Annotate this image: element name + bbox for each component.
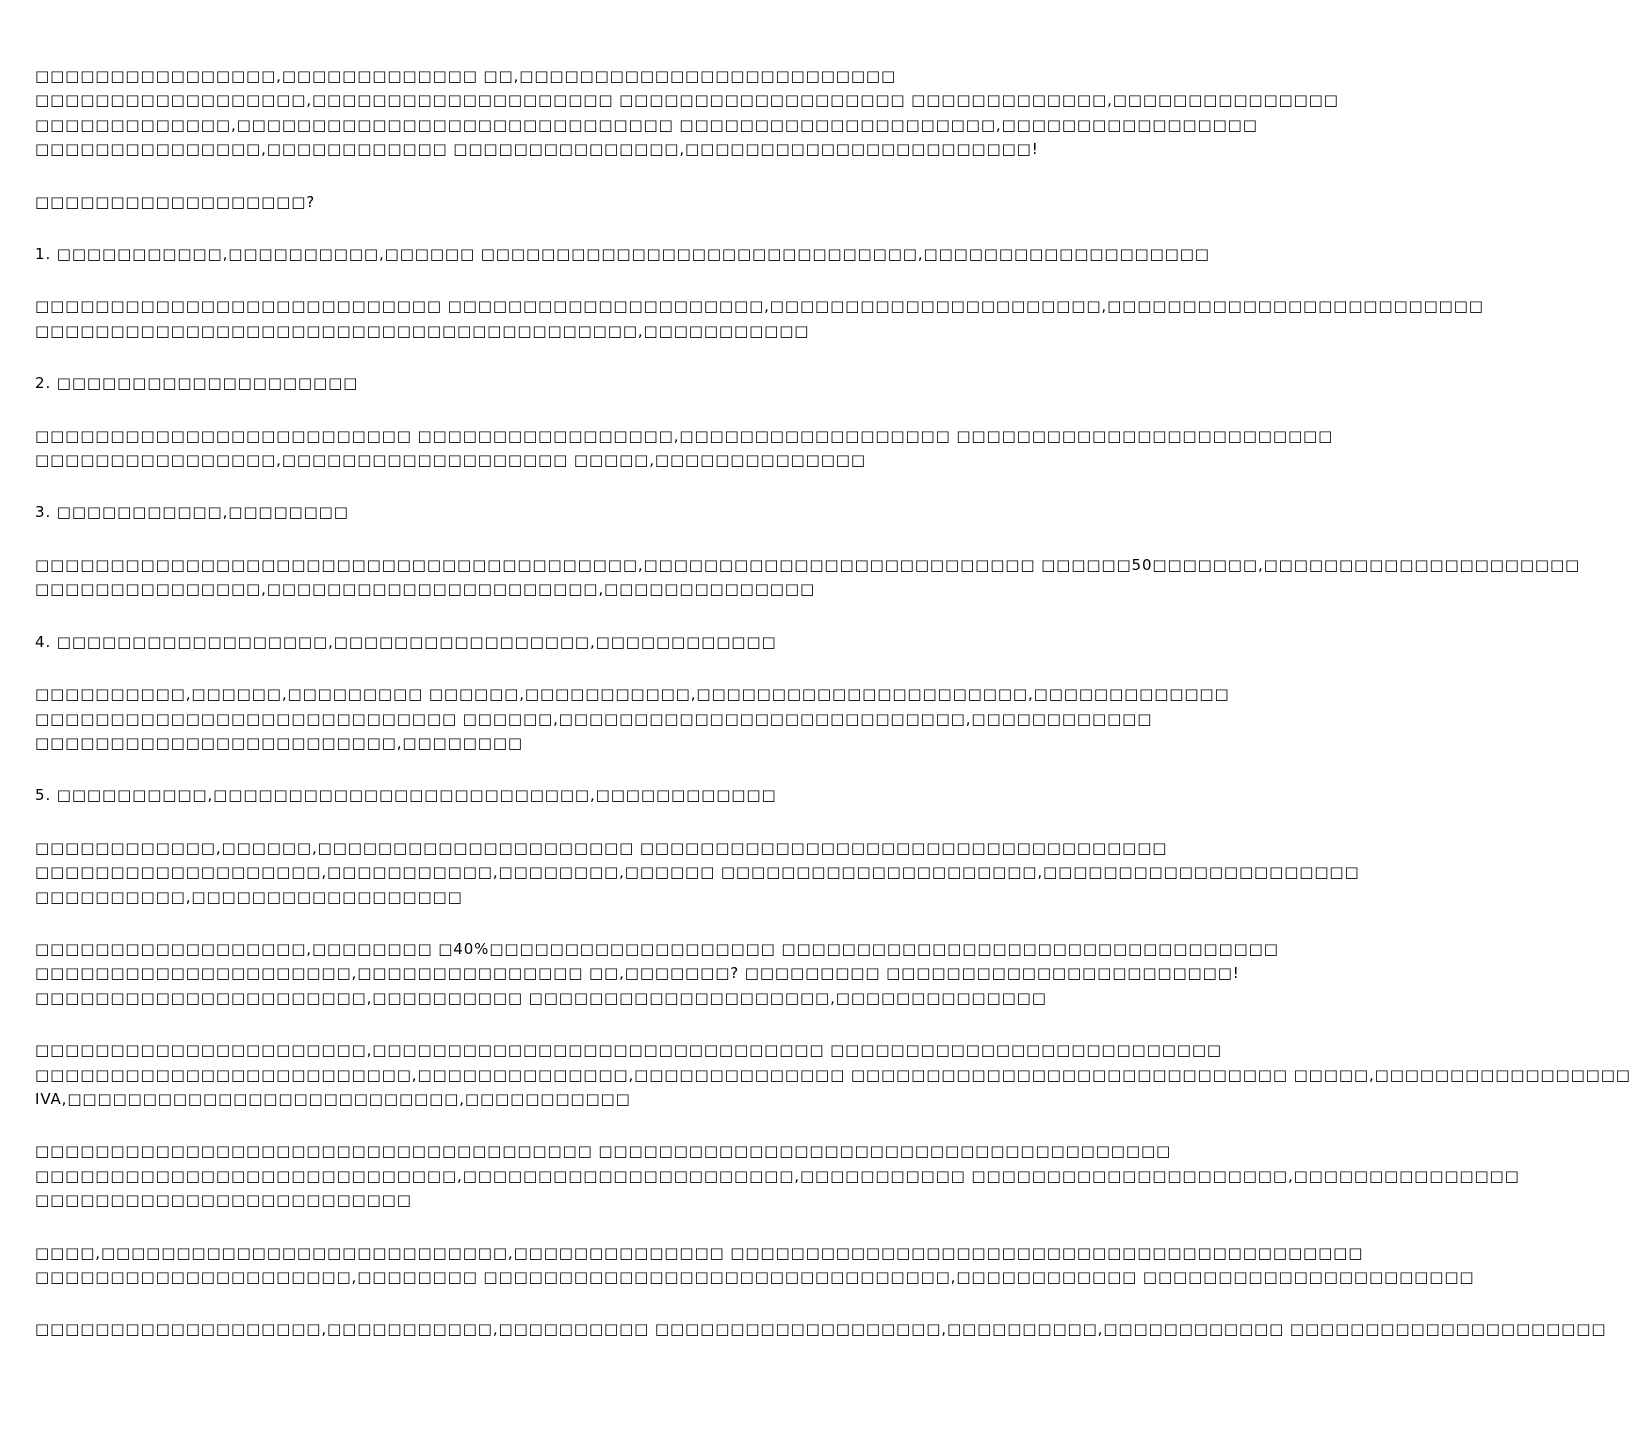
- text-line: □□□□□□□□□□□□□□□□□□□□□□,□□□□□□□□□□□□□□□□□□□□□□□□□□□□□□ □□□□□□□□□□□□□□□□□□□□□□□□□□: [35, 1041, 1222, 1060]
- text-line: □□□□□□□□□□□□□□□□□□□□□,□□□□□□□□□□□□□□□ □□,□□□□□□□? □□□□□□□□□ □□□□□□□□□□□□□□□□□□□□□□□!: [35, 964, 1240, 983]
- text-line: □□□□□□□□□□□□□□□□,□□□□□□□□□□□□□ □□,□□□□□□□□□□□□□□□□□□□□□□□□□: [35, 67, 897, 85]
- text-line: □□□□□□□□□□□□□□□□□□□□□□□□□□□□□□□□□□□□□□□□,□□□□□□□□□□□: [35, 321, 810, 340]
- text-line: 4. □□□□□□□□□□□□□□□□□□,□□□□□□□□□□□□□□□□□,□□□□□□□□□□□□: [35, 632, 777, 651]
- text-line: □□□□□□□□□□□□□□□□□□,□□□□□□□□□□□□□□□□□□□□ □□□□□□□□□□□□□□□□□□□ □□□□□□□□□□□□□,□□□□□□□□□□□□□□□: [35, 91, 1339, 110]
- text-line: □□□□□□□□□□□□□□□□□□□□□□□□□□□□□□□□□□□□□□□□,□□□□□□□□□□□□□□□□□□□□□□□□□□ □□□□□□50□□□□□□□,□□□□□□□□□□□□□□□□□□□□□: [35, 555, 1581, 574]
- text-line: □□□□□□□□□□□□□□□□□□□□□□□□□ □□□□□□□□□□□□□□□□□,□□□□□□□□□□□□□□□□□□ □□□□□□□□□□□□□□□□□□□□□□□□□: [35, 426, 1334, 445]
- text-line: 2. □□□□□□□□□□□□□□□□□□□□: [35, 374, 359, 393]
- body-paragraph: [35, 1241, 1475, 1290]
- text-line: 3. □□□□□□□□□□□,□□□□□□□□: [35, 503, 349, 522]
- section-heading: [35, 242, 1210, 266]
- text-line: IVA,□□□□□□□□□□□□□□□□□□□□□□□□□□,□□□□□□□□□□□: [35, 1089, 631, 1108]
- text-line: □□□□□□□□□□□□□□□,□□□□□□□□□□□□ □□□□□□□□□□□□□□□,□□□□□□□□□□□□□□□□□□□□□□□!: [35, 140, 1039, 159]
- body-paragraph: [35, 1139, 1520, 1212]
- section-heading: [35, 500, 964, 524]
- body-paragraph: [35, 294, 1484, 343]
- body-paragraph: [35, 553, 1581, 602]
- text-line: □□□□□□□□□□□□□□□□,□□□□□□□□□□□□□□□□□□□ □□□□□,□□□□□□□□□□□□□□: [35, 451, 866, 470]
- text-line: 5. □□□□□□□□□□,□□□□□□□□□□□□□□□□□□□□□□□□□,□□□□□□□□□□□□: [35, 786, 777, 805]
- body-paragraph: [35, 937, 1279, 1010]
- text-line: □□□□□□□□□□□□□□□□□□□□□□□□□□□□□□□□□□□□□ □□□□□□□□□□□□□□□□□□□□□□□□□□□□□□□□□□□□□□: [35, 1142, 1172, 1161]
- text-line: 1. □□□□□□□□□□□,□□□□□□□□□□,□□□□□□ □□□□□□□□□□□□□□□□□□□□□□□□□□□□□,□□□□□□□□□□□□□□□□□□□: [35, 245, 1210, 264]
- body-paragraph: [35, 424, 1334, 473]
- text-line: □□□□□□□□□□,□□□□□□,□□□□□□□□□ □□□□□□,□□□□□□□□□□□,□□□□□□□□□□□□□□□□□□□□□□,□□□□□□□□□□□□□: [35, 685, 1230, 704]
- body-paragraph: [35, 1317, 1607, 1341]
- body-paragraph: [35, 64, 1339, 162]
- text-line: □□□□□□□□□□□□□□□□□□□□□□□□□: [35, 1191, 412, 1210]
- text-line: □□□□□□□□□□□□□□□□□□□□□□□□,□□□□□□□□: [35, 733, 523, 752]
- text-line: □□□□□□□□□□□□□,□□□□□□□□□□□□□□□□□□□□□□□□□□□□□ □□□□□□□□□□□□□□□□□□□□□,□□□□□□□□□□□□□□□□□: [35, 115, 1258, 134]
- section-heading: [35, 190, 964, 214]
- text-line: □□□□□□□□□□□□□□□,□□□□□□□□□□□□□□□□□□□□□□,□□□□□□□□□□□□□□: [35, 580, 816, 599]
- text-line: □□□□□□□□□□□□□□□□□□□□□□□□□□□□,□□□□□□□□□□□□□□□□□□□□□□,□□□□□□□□□□□ □□□□□□□□□□□□□□□□□□□□□,□□□□□□□□□□□□□□□: [35, 1166, 1520, 1185]
- text-line: □□□□□□□□□□□□□□□□□□□□□□□□□,□□□□□□□□□□□□□□,□□□□□□□□□□□□□□ □□□□□□□□□□□□□□□□□□□□□□□□□□□□□ □□□□□,□□□□□□□□□□□□□□□□□: [35, 1065, 1631, 1084]
- text-line: □□□□,□□□□□□□□□□□□□□□□□□□□□□□□□□□,□□□□□□□□□□□□□□ □□□□□□□□□□□□□□□□□□□□□□□□□□□□□□□□□□□□□□□□□□: [35, 1243, 1364, 1262]
- text-line: □□□□□□□□□□□□□□□□□□□□□□,□□□□□□□□□□ □□□□□□□□□□□□□□□□□□□□,□□□□□□□□□□□□□□: [35, 988, 1047, 1007]
- body-paragraph: [35, 682, 1230, 755]
- section-heading: [35, 783, 964, 807]
- text-line: □□□□□□□□□□□□□□□□□□□,□□□□□□□□□□□,□□□□□□□□□□ □□□□□□□□□□□□□□□□□□□,□□□□□□□□□□,□□□□□□□□□□□□ □□□□□□□□□□□□□□□□□□□□□: [35, 1320, 1607, 1339]
- body-paragraph: [35, 1038, 1631, 1111]
- text-line: □□□□□□□□□□□□□□□□□□□□□□□□□□□□ □□□□□□,□□□□□□□□□□□□□□□□□□□□□□□□□□□,□□□□□□□□□□□□: [35, 709, 1153, 728]
- text-line: □□□□□□□□□□□□□□□□□□□□□,□□□□□□□□ □□□□□□□□□□□□□□□□□□□□□□□□□□□□□□□,□□□□□□□□□□□□ □□□□□□□□□□□□□□□□□□□□□□: [35, 1268, 1475, 1286]
- text-line: □□□□□□□□□□□□□□□□□□□□□□□□□□□ □□□□□□□□□□□□□□□□□□□□□,□□□□□□□□□□□□□□□□□□□□□□,□□□□□□□□□□□□□□□□□□□□□□□□□: [35, 297, 1484, 316]
- text-line: □□□□□□□□□□□□,□□□□□□,□□□□□□□□□□□□□□□□□□□□□ □□□□□□□□□□□□□□□□□□□□□□□□□□□□□□□□□□□: [35, 838, 1168, 857]
- text-line: □□□□□□□□□□□□□□□□□□,□□□□□□□□ □40%□□□□□□□□□□□□□□□□□□□ □□□□□□□□□□□□□□□□□□□□□□□□□□□□□□□□□: [35, 939, 1279, 958]
- text-line: □□□□□□□□□□,□□□□□□□□□□□□□□□□□□: [35, 887, 463, 906]
- body-paragraph: [35, 836, 1360, 909]
- section-heading: [35, 371, 964, 395]
- text-line: □□□□□□□□□□□□□□□□□□□,□□□□□□□□□□□,□□□□□□□□,□□□□□□ □□□□□□□□□□□□□□□□□□□□□,□□□□□□□□□□□□□□□□□□□□□: [35, 863, 1360, 882]
- text-line: □□□□□□□□□□□□□□□□□□?: [35, 192, 316, 211]
- section-heading: [35, 630, 964, 654]
